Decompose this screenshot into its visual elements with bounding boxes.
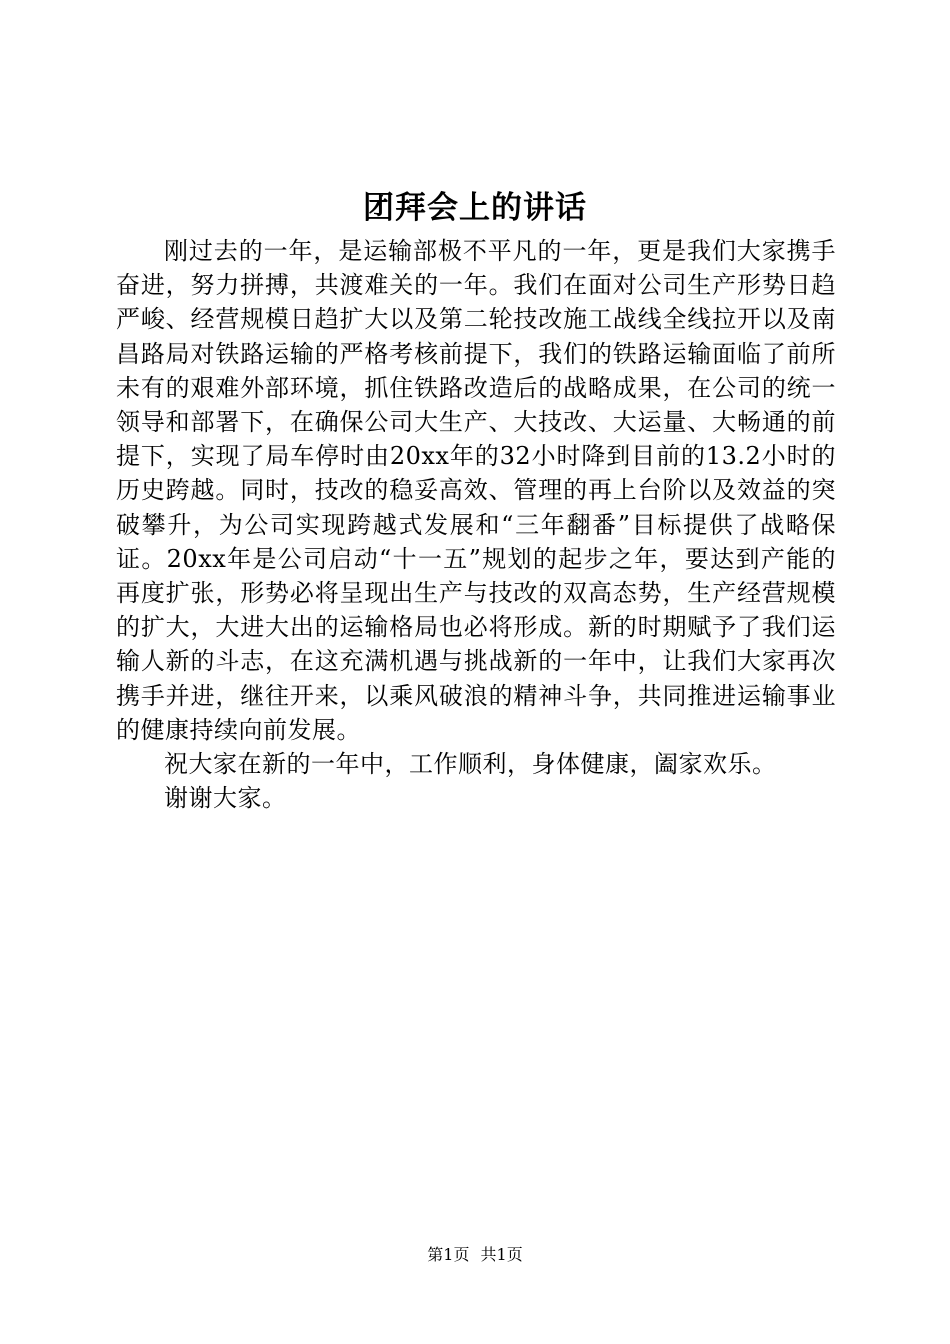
paragraph-wishes: 祝大家在新的一年中，工作顺利，身体健康，阖家欢乐。 bbox=[164, 750, 777, 779]
paragraph-thanks: 谢谢大家。 bbox=[164, 784, 287, 813]
page-total: 共1页 bbox=[480, 1245, 523, 1264]
page-footer bbox=[0, 1244, 950, 1266]
paragraph-main: 刚过去的一年，是运输部极不平凡的一年，更是我们大家携手奋进，努力拼搏，共渡难关的一年。我们在面对公司生产形势日趋严峻、经营规模日趋扩大以及第二轮技改施工战线全线拉开以及南昌路局对铁路运输的严格考核前提下，我们的铁路运输面临了前所未有的艰难外部环境，抓住铁路改造后的战略成果，在公司的统一领导和部署下，在确保公司大生产、大技改、大运量、大畅通的前提下，实现了局车停时由20xx年的32小时降到目前的13.2小时的历史跨越。同时，技改的稳妥高效、管理的再上台阶以及效益的突破攀升，为公司实现跨越式发展和“三年翻番”目标提供了战略保证。20xx年是公司启动“十一五”规划的起步之年，要达到产能的再度扩张，形势必将呈现出生产与技改的双高态势，生产经营规模的扩大，大进大出的运输格局也必将形成。新的时期赋予了我们运输人新的斗志，在这充满机遇与挑战新的一年中，让我们大家再次携手并进，继往开来，以乘风破浪的精神斗争，共同推进运输事业的健康持续向前发展。 bbox=[116, 237, 836, 744]
document-body bbox=[116, 234, 836, 815]
page-number: 第1页 bbox=[427, 1245, 470, 1264]
document-title: 团拜会上的讲话 bbox=[363, 190, 587, 226]
